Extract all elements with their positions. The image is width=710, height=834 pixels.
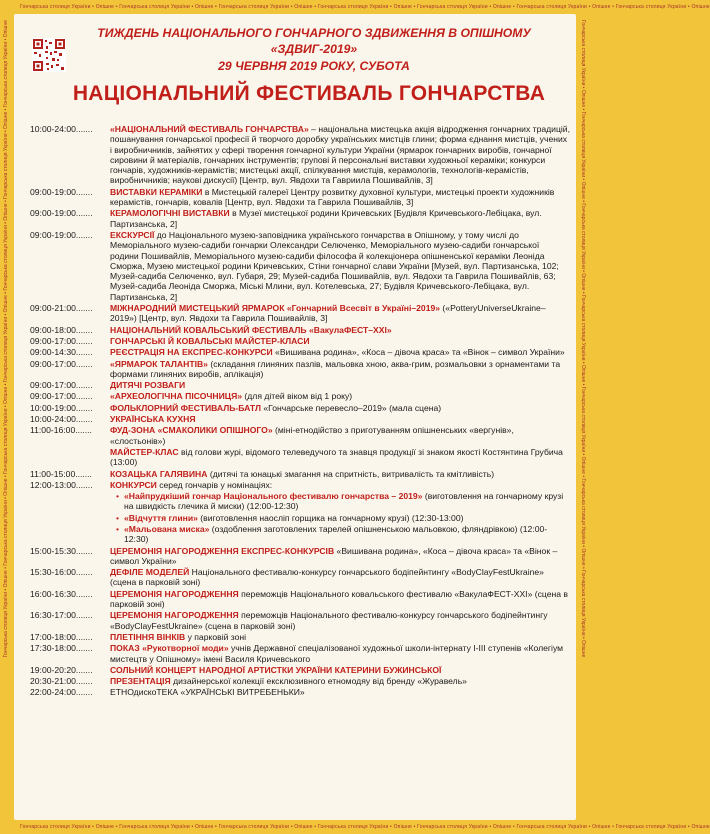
schedule-highlight: ПРЕЗЕНТАЦІЯ bbox=[110, 676, 171, 687]
schedule-highlight: ФОЛЬКЛОРНИЙ ФЕСТИВАЛЬ-БАТЛ bbox=[110, 402, 261, 413]
schedule-row bbox=[30, 208, 570, 229]
schedule-text: переможців Національного ковальського фестивалю «ВакулаФЕСТ-XXI» (сцена в парковій зоні) bbox=[110, 588, 568, 610]
schedule-time bbox=[30, 447, 110, 468]
schedule-highlight: МАЙСТЕР-КЛАС bbox=[110, 446, 179, 457]
schedule-highlight: ДИТЯЧІ РОЗВАГИ bbox=[110, 380, 186, 391]
contest-entry bbox=[110, 513, 570, 523]
schedule-time: 16:00-16:30....... bbox=[30, 588, 93, 599]
contest-highlight: «Найпрудкіший гончар Національного фестивалю гончарства – 2019» bbox=[124, 491, 423, 502]
schedule-text: в Мистецькій галереї Центру розвитку духовної культури, мистецькі проекти художників керамістів, гончарів, ковалів [Центр, вул. Явдохи та Гаврила Пошивайлів, 3] bbox=[110, 186, 555, 208]
schedule-row bbox=[30, 643, 570, 664]
schedule-text: «Вишивана родина», «Коса – дівоча краса» та «Вінок – символ України» bbox=[272, 347, 565, 358]
schedule-description bbox=[110, 347, 570, 357]
schedule-row bbox=[30, 303, 570, 324]
schedule-highlight: УКРАЇНСЬКА КУХНЯ bbox=[110, 414, 196, 425]
schedule-row bbox=[30, 665, 570, 675]
schedule-time: 17:00-18:00....... bbox=[30, 631, 93, 642]
schedule-description bbox=[110, 469, 570, 479]
schedule-row bbox=[30, 676, 570, 686]
schedule-text: «Вишивана родина», «Коса – дівоча краса» та «Вінок – символ України» bbox=[110, 545, 558, 566]
schedule-time: 11:00-16:00....... bbox=[30, 425, 92, 436]
contest-text: (виготовлення наосліп горщика на гончарному крузі) (12:30-13:00) bbox=[197, 512, 464, 523]
schedule-description bbox=[110, 665, 570, 675]
schedule-highlight: КОЗАЦЬКА ГАЛЯВИНА bbox=[110, 468, 208, 479]
schedule-text: ЕТНОдискоТЕКА «УКРАЇНСЬКІ ВИТРЕБЕНЬКИ» bbox=[110, 687, 305, 698]
schedule-time: 17:30-18:00....... bbox=[30, 643, 93, 654]
schedule-row bbox=[30, 403, 570, 413]
schedule-time: 22:00-24:00....... bbox=[30, 687, 93, 698]
schedule-text: в Музеї мистецької родини Кричевських [Будівля Кричевського-Лебіцака, вул. Партизанська, 2] bbox=[110, 208, 542, 229]
schedule-row bbox=[30, 546, 570, 567]
schedule-row bbox=[30, 347, 570, 357]
schedule-description bbox=[110, 643, 570, 664]
schedule-text: у парковій зоні bbox=[185, 631, 247, 642]
schedule-time: 16:30-17:00....... bbox=[30, 610, 93, 621]
schedule-highlight: МІЖНАРОДНИЙ МИСТЕЦЬКИЙ ЯРМАРОК «Гончарний Всесвіт в Україні–2019» bbox=[110, 303, 441, 314]
schedule-text: («PotteryUniverseUkraine–2019») [Центр, вул. Явдохи та Гаврила Пошивайлів, 3] bbox=[110, 303, 546, 324]
schedule-time: 15:30-16:00....... bbox=[30, 567, 93, 578]
schedule-description bbox=[110, 124, 570, 186]
contest-text: (оздоблення заготовлених тарелей опішненською мальовкою, фляндрівкою) (12:00-12:30) bbox=[124, 523, 548, 545]
bullet-icon: • bbox=[116, 512, 120, 523]
schedule-text: учнів Державної спеціалізованої художньої школи-інтернату I-III ступенів «Колегіум мистецтв у Опішному» імені Василя Кричевського bbox=[110, 643, 564, 664]
schedule-row bbox=[30, 336, 570, 346]
schedule-text: (дитячі та юнацькі змагання на спритність, витривалість та кмітливість) bbox=[207, 468, 495, 479]
schedule-row bbox=[30, 610, 570, 631]
schedule-time: 09:00-17:00....... bbox=[30, 335, 93, 346]
schedule-text: до Національного музею-заповідника українського гончарства в Опішному, у тому числі до Меморіального музею-садиби гончарки Олександри Селюченко, Меморіального музею-садиби гончарської родини Пошивайлів, Меморіального музею-садиби філософа й колекціонера опішненської кераміки Леоніда Сморжа, Музею мистецької родини Кричевських, Стіни гончарної слави України [Музей, вул. Партизанська, 102; Музей-садиба Селюченко, вул. Губаря, 29; Музей-садиба Пошивайлів, вул. Явдохи та Гаврила Пошивайлів, 63; Музей-садиба Леоніда Сморжа, Міські Млини, вул. Котелевська, 27; Будівля Кричевського-Лебіцака, вул. Партизанська, 2] bbox=[110, 229, 559, 302]
schedule-highlight: СОЛЬНИЙ КОНЦЕРТ НАРОДНОЇ АРТИСТКИ УКРАЇНИ КАТЕРИНИ БУЖИНСЬКОЇ bbox=[110, 664, 442, 675]
schedule-text: (складання глиняних пазлів, мальовка хною, аква-грим, розмальовки з орнаментами та формами глиняних виробів, аплікація) bbox=[110, 358, 561, 379]
schedule-highlight: ПЛЕТІННЯ ВІНКІВ bbox=[110, 631, 186, 642]
schedule-description bbox=[110, 546, 570, 567]
schedule-time: 09:00-18:00....... bbox=[30, 324, 93, 335]
schedule-row bbox=[30, 124, 570, 186]
schedule-description bbox=[110, 414, 570, 424]
schedule-time: 09:00-19:00....... bbox=[30, 186, 93, 197]
bullet-icon: • bbox=[116, 523, 120, 534]
schedule-description bbox=[110, 230, 570, 302]
schedule-text: переможців Національного фестивалю-конкурсу гончарського бодіпейнтингу «BodyClayFestUkraine» (сцена в парковій зоні) bbox=[110, 610, 548, 631]
header-event-name: «ЗДВИГ-2019» bbox=[270, 42, 358, 56]
schedule-highlight: ЦЕРЕМОНІЯ НАГОРОДЖЕННЯ bbox=[110, 588, 239, 599]
schedule-highlight: РЕЄСТРАЦІЯ НА ЕКСПРЕС-КОНКУРСИ bbox=[110, 347, 273, 358]
frame-border-right bbox=[580, 20, 587, 814]
schedule-description bbox=[110, 336, 570, 346]
schedule-time: 15:00-15:30....... bbox=[30, 545, 93, 556]
schedule-description bbox=[110, 380, 570, 390]
contest-text: (виготовлення на гончарному крузі на швидкість глечика й миски) (12:00-12:30) bbox=[124, 491, 564, 512]
schedule-row bbox=[30, 687, 570, 697]
schedule-highlight: ДЕФІЛЕ МОДЕЛЕЙ bbox=[110, 567, 190, 578]
schedule-time: 09:00-19:00....... bbox=[30, 229, 93, 240]
schedule-highlight: НАЦІОНАЛЬНИЙ КОВАЛЬСЬКИЙ ФЕСТИВАЛЬ «ВакулаФЕСТ–XXI» bbox=[110, 324, 392, 335]
schedule-time: 10:00-24:00....... bbox=[30, 124, 93, 134]
schedule-description bbox=[110, 303, 570, 324]
schedule-text: від голови журі, відомого телеведучого та знавця продукції зі знаком якості Костянтина Грубича (13:00) bbox=[110, 446, 563, 468]
schedule-time bbox=[30, 524, 110, 545]
schedule-highlight: ВИСТАВКИ КЕРАМІКИ bbox=[110, 186, 203, 197]
schedule-description bbox=[110, 325, 570, 335]
schedule-description bbox=[110, 610, 570, 631]
schedule-text: – національна мистецька акція відродження гончарних традицій, пошанування гончарської професії й творчого доробку українських мистців глини; форма єднання мистців, учених і виробничників, зайнятих у сфері творення гончарної культури України (ярмарок гончарних виробів, гончарної сировини й матеріалів, гончарних інструментів; групові й персональні виставки художньої кераміки; конкурси гончарів, художників-керамістів; мистецькі акції, спілкування мистців, керамологів, технологів-керамістів, виробничників; наукові дискусії) [Центр, вул. Явдохи та Гавриила Пошивайлів, 3] bbox=[110, 124, 570, 186]
schedule-time: 19:00-20:20....... bbox=[30, 664, 93, 675]
schedule-row bbox=[30, 567, 570, 588]
schedule-row bbox=[30, 480, 570, 490]
contest-description bbox=[124, 524, 570, 545]
schedule-description bbox=[110, 687, 570, 697]
schedule-time: 20:30-21:00....... bbox=[30, 676, 93, 687]
header-week-title: ТИЖДЕНЬ НАЦІОНАЛЬНОГО ГОНЧАРНОГО ЗДВИЖЕННЯ В ОПІШНОМУ bbox=[97, 26, 531, 40]
schedule-description bbox=[110, 480, 570, 490]
schedule-text: (для дітей віком від 1 року) bbox=[242, 391, 353, 402]
schedule-description bbox=[110, 447, 570, 468]
frame-border-bottom-text: Гончарська столиця України • Опішне • Гончарська столиця України • Опішне • Гончарська столиця України • Опішне • Гончарська столиця України • Опішне • Гончарська столиця України • Опішне • Гончарська столиця України • Опішне • Гончарська столиця України • Опішне bbox=[20, 824, 710, 830]
schedule-row bbox=[30, 414, 570, 424]
schedule-highlight: «АРХЕОЛОГІЧНА ПІСОЧНИЦЯ» bbox=[110, 391, 243, 402]
schedule-text: «Гончарське перевесло–2019» (мала сцена) bbox=[261, 402, 442, 413]
schedule-time: 12:00-13:00....... bbox=[30, 479, 93, 490]
schedule-highlight: ФУД-ЗОНА «СМАКОЛИКИ ОПІШНОГО» bbox=[110, 425, 273, 436]
schedule-highlight: «ЯРМАРОК ТАЛАНТІВ» bbox=[110, 358, 208, 369]
schedule-description bbox=[110, 403, 570, 413]
frame-border-left-text: Гончарська столиця України • Опішне • Гончарська столиця України • Опішне • Гончарська столиця України • Опішне • Гончарська столиця України • Опішне • Гончарська столиця України • Опішне • Гончарська столиця України • Опішне • Гончарська столиця України • Опішне bbox=[3, 20, 9, 658]
schedule-highlight: ЕКСКУРСІЇ bbox=[110, 229, 155, 240]
contest-highlight: «Відчуття глини» bbox=[124, 512, 198, 523]
contest-entry bbox=[110, 524, 570, 545]
schedule-list bbox=[30, 124, 570, 699]
contest-description bbox=[124, 513, 463, 523]
schedule-highlight: ГОНЧАРСЬКІ Й КОВАЛЬСЬКІ МАЙСТЕР-КЛАСИ bbox=[110, 335, 310, 346]
schedule-highlight: «НАЦІОНАЛЬНИЙ ФЕСТИВАЛЬ ГОНЧАРСТВА» bbox=[110, 124, 309, 134]
schedule-text: Національного фестивалю-конкурсу гончарського бодіпейнтингу «BodyClayFestUkraine» (сцена в парковій зоні) bbox=[110, 567, 544, 588]
bullet-icon: • bbox=[116, 491, 120, 502]
schedule-time: 09:00-21:00....... bbox=[30, 303, 93, 314]
schedule-row bbox=[30, 380, 570, 390]
schedule-highlight: КОНКУРСИ bbox=[110, 479, 157, 490]
schedule-highlight: ЦЕРЕМОНІЯ НАГОРОДЖЕННЯ bbox=[110, 610, 239, 621]
schedule-time: 09:00-17:00....... bbox=[30, 380, 93, 391]
frame-border-left bbox=[3, 20, 10, 814]
schedule-description bbox=[110, 187, 570, 208]
page-title: НАЦІОНАЛЬНИЙ ФЕСТИВАЛЬ ГОНЧАРСТВА bbox=[72, 82, 546, 105]
schedule-row bbox=[30, 230, 570, 302]
schedule-description bbox=[110, 391, 570, 401]
schedule-row bbox=[30, 187, 570, 208]
schedule-row bbox=[30, 391, 570, 401]
schedule-highlight: ЦЕРЕМОНІЯ НАГОРОДЖЕННЯ ЕКСПРЕС-КОНКУРСІВ bbox=[110, 545, 335, 556]
schedule-highlight: ПОКАЗ «Рукотворної моди» bbox=[110, 643, 229, 654]
schedule-text: (міні-етнодійство з приготуванням опішненських «вергунів», «слостьонів») bbox=[110, 425, 514, 446]
schedule-description bbox=[110, 632, 570, 642]
schedule-row bbox=[30, 325, 570, 335]
schedule-row bbox=[30, 447, 570, 468]
contest-item bbox=[30, 491, 570, 512]
content-panel bbox=[14, 14, 576, 820]
frame-border-top-text: Гончарська столиця України • Опішне • Гончарська столиця України • Опішне • Гончарська столиця України • Опішне • Гончарська столиця України • Опішне • Гончарська столиця України • Опішне • Гончарська столиця України • Опішне • Гончарська столиця України • Опішне bbox=[20, 4, 710, 10]
contest-description bbox=[124, 491, 570, 512]
schedule-time: 09:00-14:30....... bbox=[30, 347, 93, 358]
frame-border-right-text: Гончарська столиця України • Опішне • Гончарська столиця України • Опішне • Гончарська столиця України • Опішне • Гончарська столиця України • Опішне • Гончарська столиця України • Опішне • Гончарська столиця України • Опішне • Гончарська столиця України • Опішне bbox=[580, 20, 586, 658]
contest-item bbox=[30, 513, 570, 523]
schedule-text: серед гончарів у номінаціях: bbox=[156, 479, 273, 490]
schedule-description bbox=[110, 589, 570, 610]
schedule-time: 10:00-24:00....... bbox=[30, 414, 93, 425]
schedule-time bbox=[30, 491, 110, 512]
schedule-row bbox=[30, 469, 570, 479]
contest-highlight: «Мальована миска» bbox=[124, 523, 210, 534]
schedule-row bbox=[30, 589, 570, 610]
schedule-time: 09:00-19:00....... bbox=[30, 208, 93, 219]
schedule-time bbox=[30, 513, 110, 523]
schedule-time: 11:00-15:00....... bbox=[30, 468, 92, 479]
schedule-time: 09:00-17:00....... bbox=[30, 358, 93, 369]
schedule-text: дизайнерської колекції ексклюзивного етномодяу від бренду «Журавель» bbox=[170, 676, 467, 687]
schedule-description bbox=[110, 359, 570, 380]
schedule-description bbox=[110, 567, 570, 588]
schedule-row bbox=[30, 359, 570, 380]
schedule-row bbox=[30, 425, 570, 446]
schedule-description bbox=[110, 208, 570, 229]
header-date: 29 ЧЕРВНЯ 2019 РОКУ, СУБОТА bbox=[218, 59, 410, 73]
schedule-time: 10:00-19:00....... bbox=[30, 402, 93, 413]
contest-item bbox=[30, 524, 570, 545]
schedule-row bbox=[30, 632, 570, 642]
schedule-highlight: КЕРАМОЛОГІЧНІ ВИСТАВКИ bbox=[110, 208, 230, 219]
schedule-description bbox=[110, 425, 570, 446]
qr-code-icon bbox=[32, 38, 66, 72]
schedule-time: 09:00-17:00....... bbox=[30, 391, 93, 402]
contest-entry bbox=[110, 491, 570, 512]
schedule-description bbox=[110, 676, 570, 686]
